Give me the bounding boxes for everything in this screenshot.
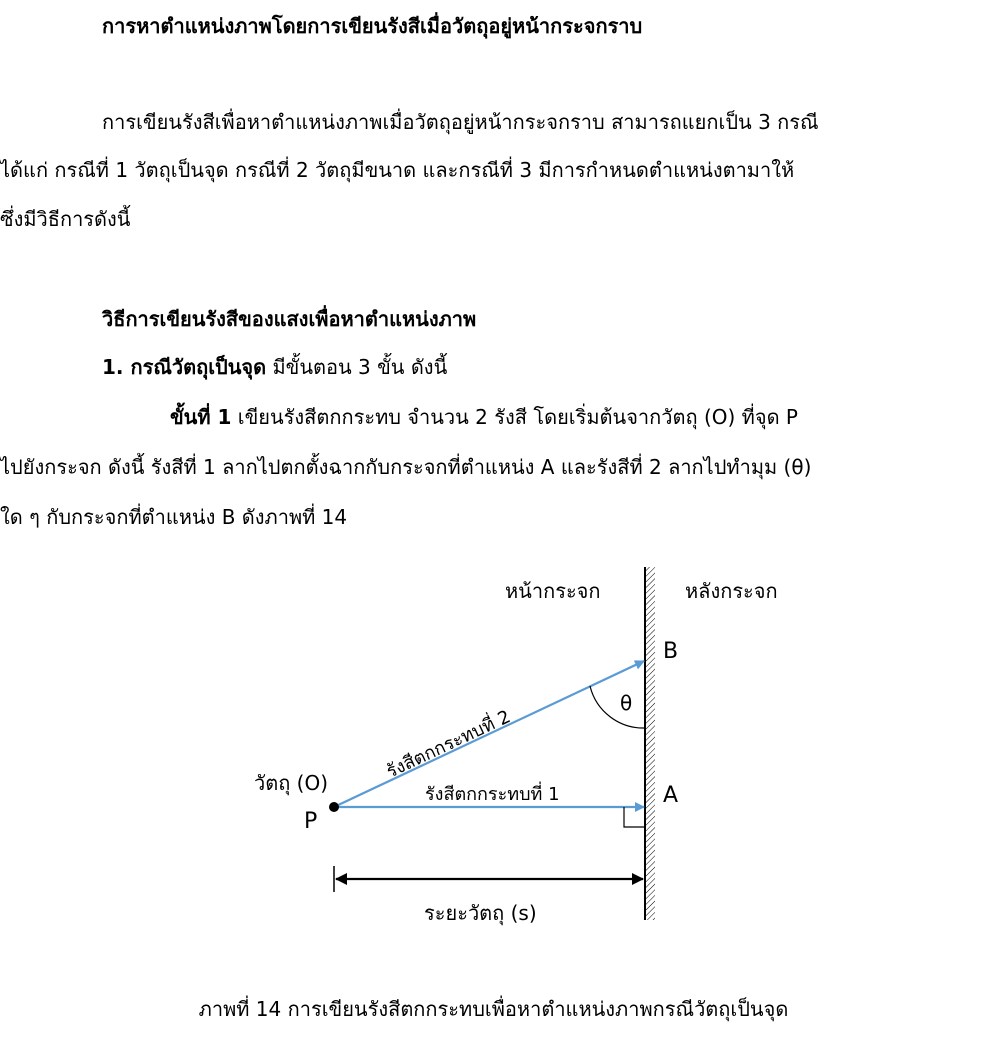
- right-angle-marker: [624, 807, 645, 827]
- object-label: วัตถุ (O): [254, 771, 329, 795]
- angle-arc: [590, 686, 645, 728]
- step1-text-1: เขียนรังสีตกกระทบ จำนวน 2 รังสี โดยเริ่มต้นจากวัตถุ (O) ที่จุด P: [231, 405, 798, 429]
- point-a-label: A: [663, 783, 679, 808]
- intro-line-1: การเขียนรังสีเพื่อหาตำแหน่งภาพเมื่อวัตถุอยู่หน้ากระจกราบ สามารถแยกเป็น 3 กรณี: [102, 110, 819, 134]
- distance-label: ระยะวัตถุ (s): [424, 901, 537, 925]
- object-point: [329, 802, 339, 812]
- intro-line-2: ได้แก่ กรณีที่ 1 วัตถุเป็นจุด กรณีที่ 2 วัตถุมีขนาด และกรณีที่ 3 มีการกำหนดตำแหน่งตามาให้: [0, 158, 795, 182]
- case1-title: 1. กรณีวัตถุเป็นจุด: [102, 355, 267, 379]
- ray-2-label: รังสีตกกระทบที่ 2: [383, 706, 514, 783]
- front-of-mirror-label: หน้ากระจก: [505, 579, 601, 603]
- intro-line-3: ซึ่งมีวิธีการดังนี้: [0, 207, 131, 231]
- case1-rest: มีขั้นตอน 3 ขั้น ดังนี้: [266, 355, 448, 379]
- angle-theta-label: θ: [620, 691, 633, 715]
- step1-line-3: ใด ๆ กับกระจกที่ตำแหน่ง B ดังภาพที่ 14: [0, 505, 348, 529]
- point-b-label: B: [663, 639, 679, 664]
- back-of-mirror-label: หลังกระจก: [685, 579, 778, 603]
- ray-1-label: รังสีตกกระทบที่ 1: [425, 784, 560, 805]
- method-heading: วิธีการเขียนรังสีของแสงเพื่อหาตำแหน่งภาพ: [102, 307, 477, 331]
- step1-label: ขั้นที่ 1: [170, 405, 232, 429]
- case1-line: [102, 353, 447, 381]
- mirror-hatching: [645, 567, 655, 920]
- ray-diagram: [0, 555, 987, 935]
- point-p-label: P: [304, 809, 318, 834]
- step1-line-2: ไปยังกระจก ดังนี้ รังสีที่ 1 ลากไปตกตั้งฉากกับกระจกที่ตำแหน่ง A และรังสีที่ 2 ลากไปทำมุม (θ): [0, 455, 812, 479]
- step1-line-1: [170, 403, 798, 431]
- heading: การหาตำแหน่งภาพโดยการเขียนรังสีเมื่อวัตถุอยู่หน้ากระจกราบ: [102, 14, 643, 38]
- figure-caption: ภาพที่ 14 การเขียนรังสีตกกระทบเพื่อหาตำแหน่งภาพกรณีวัตถุเป็นจุด: [198, 997, 789, 1021]
